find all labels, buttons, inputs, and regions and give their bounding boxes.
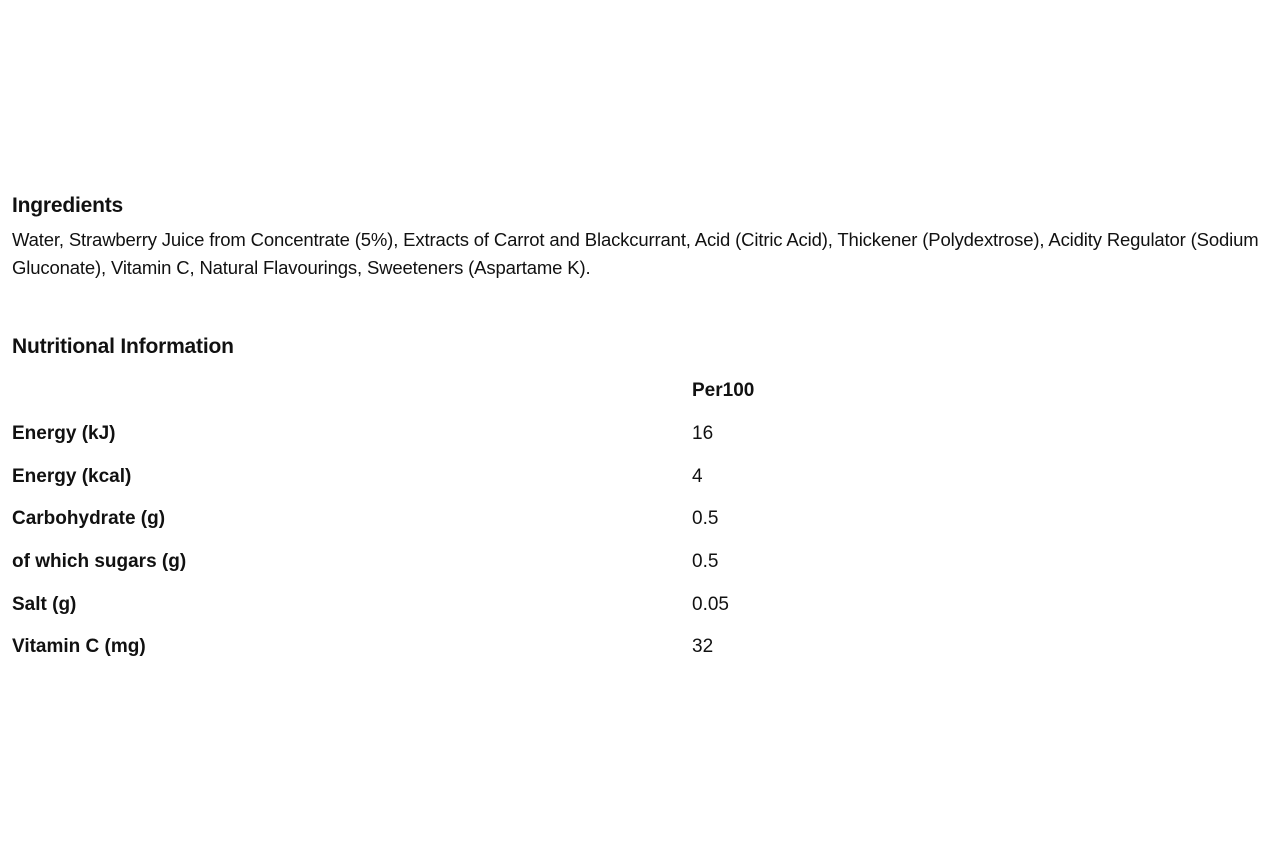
nutrient-value: 0.05 xyxy=(692,593,729,615)
nutrient-value: 4 xyxy=(692,465,703,487)
nutrient-label: Carbohydrate (g) xyxy=(12,508,166,530)
table-header-row xyxy=(12,370,754,413)
table-row xyxy=(12,498,754,541)
nutrient-label: Energy (kJ) xyxy=(12,423,116,445)
per100-column-header: Per100 xyxy=(692,380,755,402)
nutrient-value: 16 xyxy=(692,423,714,445)
table-row xyxy=(12,626,754,669)
nutrient-value: 0.5 xyxy=(692,508,719,530)
nutrient-column-header xyxy=(12,370,692,413)
table-row xyxy=(12,541,754,584)
nutrient-label: Salt (g) xyxy=(12,593,77,615)
nutrient-label: Energy (kcal) xyxy=(12,465,132,487)
product-info xyxy=(12,192,1274,669)
table-row xyxy=(12,413,754,456)
table-row xyxy=(12,455,754,498)
ingredients-text: Water, Strawberry Juice from Concentrate (5%), Extracts of Carrot and Blackcurrant, Acid (Citric Acid), Thickener (Polydextrose), Acidity Regulator (Sodium Gluconate), Vitamin C, Natural Flavourings, Sweeteners (Aspartame K). xyxy=(12,229,1259,278)
nutrition-table xyxy=(12,370,754,669)
nutrient-value: 0.5 xyxy=(692,551,719,573)
nutrient-value: 32 xyxy=(692,636,714,658)
table-row xyxy=(12,583,754,626)
nutrition-heading: Nutritional Information xyxy=(12,335,234,358)
nutrient-label: of which sugars (g) xyxy=(12,551,187,573)
nutrient-label: Vitamin C (mg) xyxy=(12,636,146,658)
ingredients-heading: Ingredients xyxy=(12,194,123,217)
